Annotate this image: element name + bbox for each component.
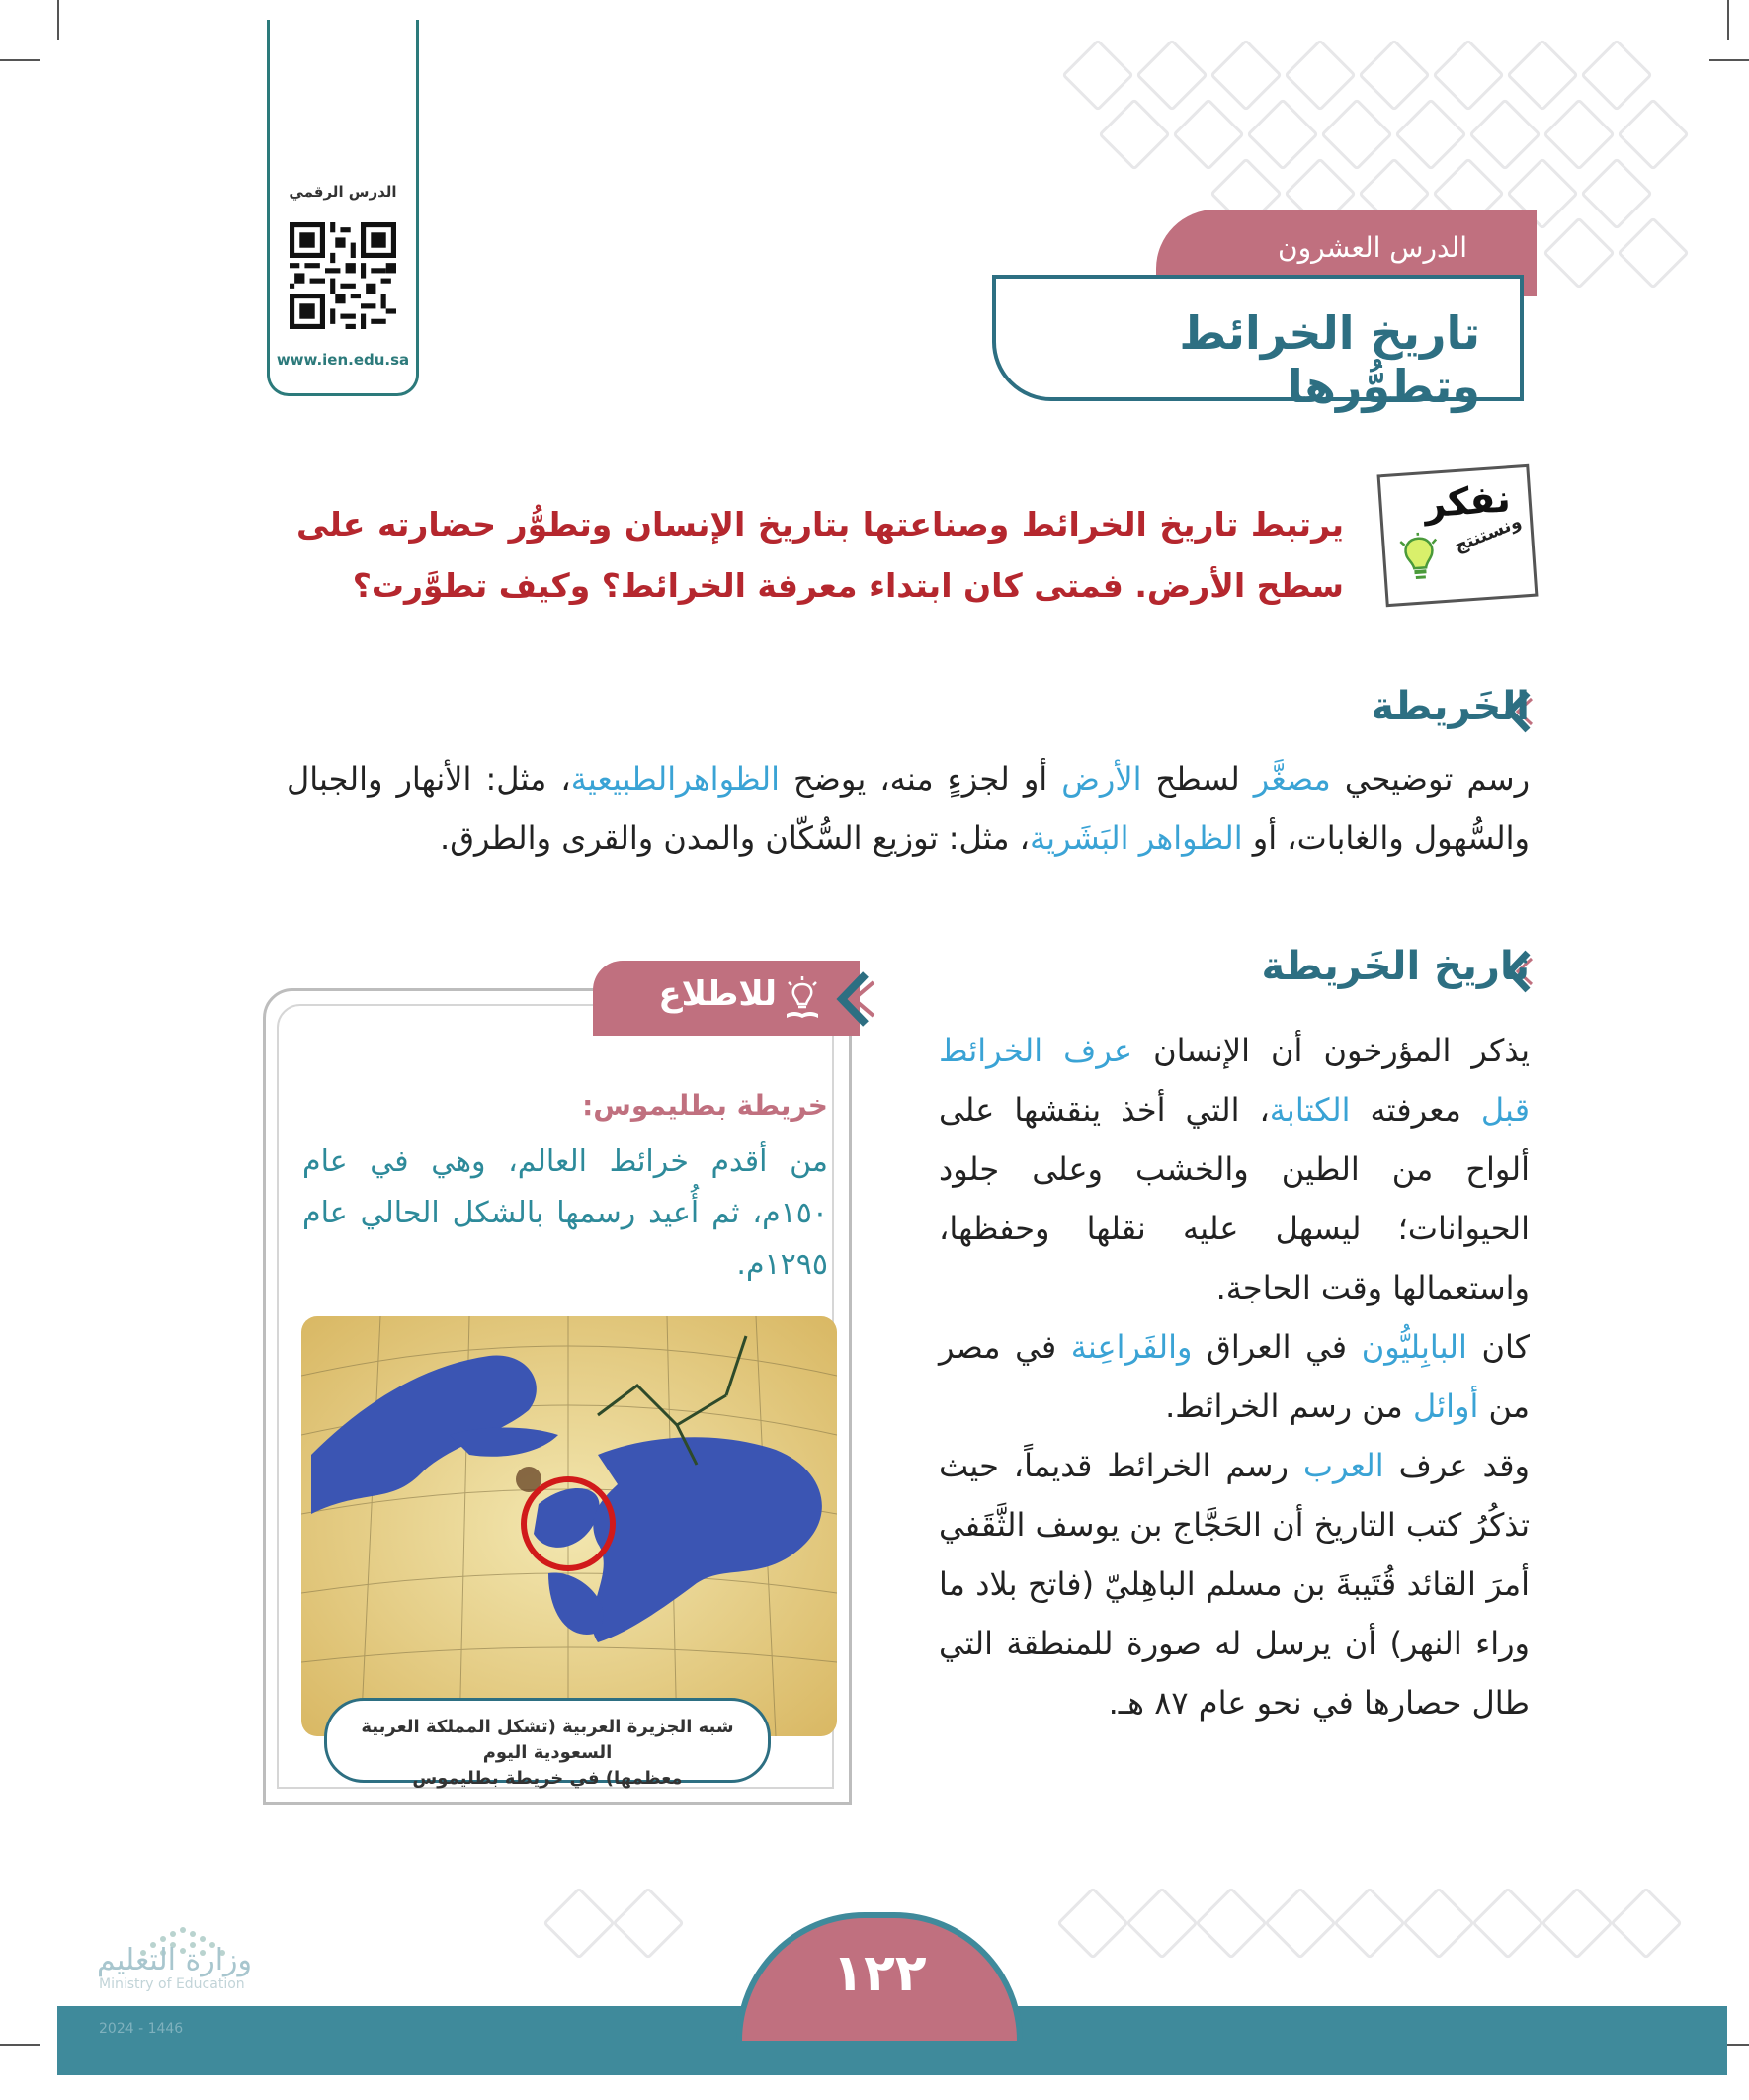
for-info-tab xyxy=(593,961,860,1036)
for-info-label: للاطلاع xyxy=(658,974,777,1014)
website-url[interactable]: www.ien.edu.sa xyxy=(276,351,410,369)
history-paragraph-2: كان البابِليُّون في العراق والفَراعِنة في مصر من أوائل من رسم الخرائط. xyxy=(939,1328,1531,1425)
ministry-name-english: Ministry of Education xyxy=(99,1976,245,1992)
intro-question: يرتبط تاريخ الخرائط وصناعتها بتاريخ الإنسان وتطوُّر حضارته على سطح الأرض. فمتى كان ابتداء معرفة الخرائط؟ وكيف تطوَّرت؟ xyxy=(296,505,1344,605)
ptolemy-map-image xyxy=(301,1316,837,1736)
lightbulb-icon xyxy=(1398,531,1441,583)
map-history-text xyxy=(939,1021,1530,1732)
think-conclude-badge xyxy=(1377,464,1539,607)
lesson-title-box xyxy=(992,275,1524,413)
section-heading-map-history: تاريخ الخَريطة xyxy=(1261,944,1530,989)
history-paragraph-1: يذكر المؤرخون أن الإنسان عرف الخرائط قبل معرفته الكتابة، التي أخذ ينقشها على ألواح من الطين والخشب وعلى جلود الحيوانات؛ ليسهل عليه نقلها وحفظها، واستعمالها وقت الحاجة. xyxy=(939,1032,1531,1306)
digital-lesson-label: الدرس الرقمي xyxy=(289,183,397,201)
map-definition: رسم توضيحي مصغَّر لسطح الأرض أو لجزءٍ منه، يوضح الظواهرالطبيعية، مثل: الأنهار والجبال والسُّهول والغابات، أو الظواهر البَشَرية، مثل: توزيع السُّكّان والمدن والقرى والطرق. xyxy=(287,760,1531,857)
lightbulb-book-icon xyxy=(783,976,822,1020)
lesson-title: تاريخ الخرائط وتطوُّرها xyxy=(1179,306,1480,413)
ptolemy-map-title: خريطة بطليموس: xyxy=(582,1089,828,1122)
ministry-name: وزارة التعليم xyxy=(97,1943,253,1977)
think-subword: ونستنتج xyxy=(1451,511,1525,557)
edition-year: 2024 - 1446 xyxy=(99,2021,184,2037)
ptolemy-map-description: من أقدم خرائط العالم، وهي في عام ١٥٠م، ثم أُعيد رسمها بالشكل الحالي عام ١٢٩٥م. xyxy=(302,1144,828,1282)
chevron-left-icon xyxy=(830,968,875,1030)
think-word: نفكر xyxy=(1422,476,1513,527)
digital-lesson-card[interactable] xyxy=(267,20,419,396)
section-heading-map: الخَريطة xyxy=(1371,684,1530,729)
lesson-number: الدرس العشرون xyxy=(1278,231,1467,264)
page-number-badge xyxy=(736,1912,1023,2041)
qr-code-icon[interactable] xyxy=(290,222,396,329)
page-number: ١٢٢ xyxy=(832,1944,927,2003)
map-caption: شبه الجزيرة العربية (تشكل المملكة العربية السعودية اليوم معظمها) في خريطة بطليموس xyxy=(324,1698,771,1783)
history-paragraph-3: وقد عرف العرب رسم الخرائط قديماً، حيث تذكُرُ كتب التاريخ أن الحَجَّاج بن يوسف الثَّقَفي أمرَ القائد قُتَيبةَ بن مسلم الباهِليّ (فاتح بلاد ما وراء النهر) أن يرسل له صورة للمنطقة التي طال حصارها في نحو عام ٨٧ هـ. xyxy=(939,1447,1531,1722)
